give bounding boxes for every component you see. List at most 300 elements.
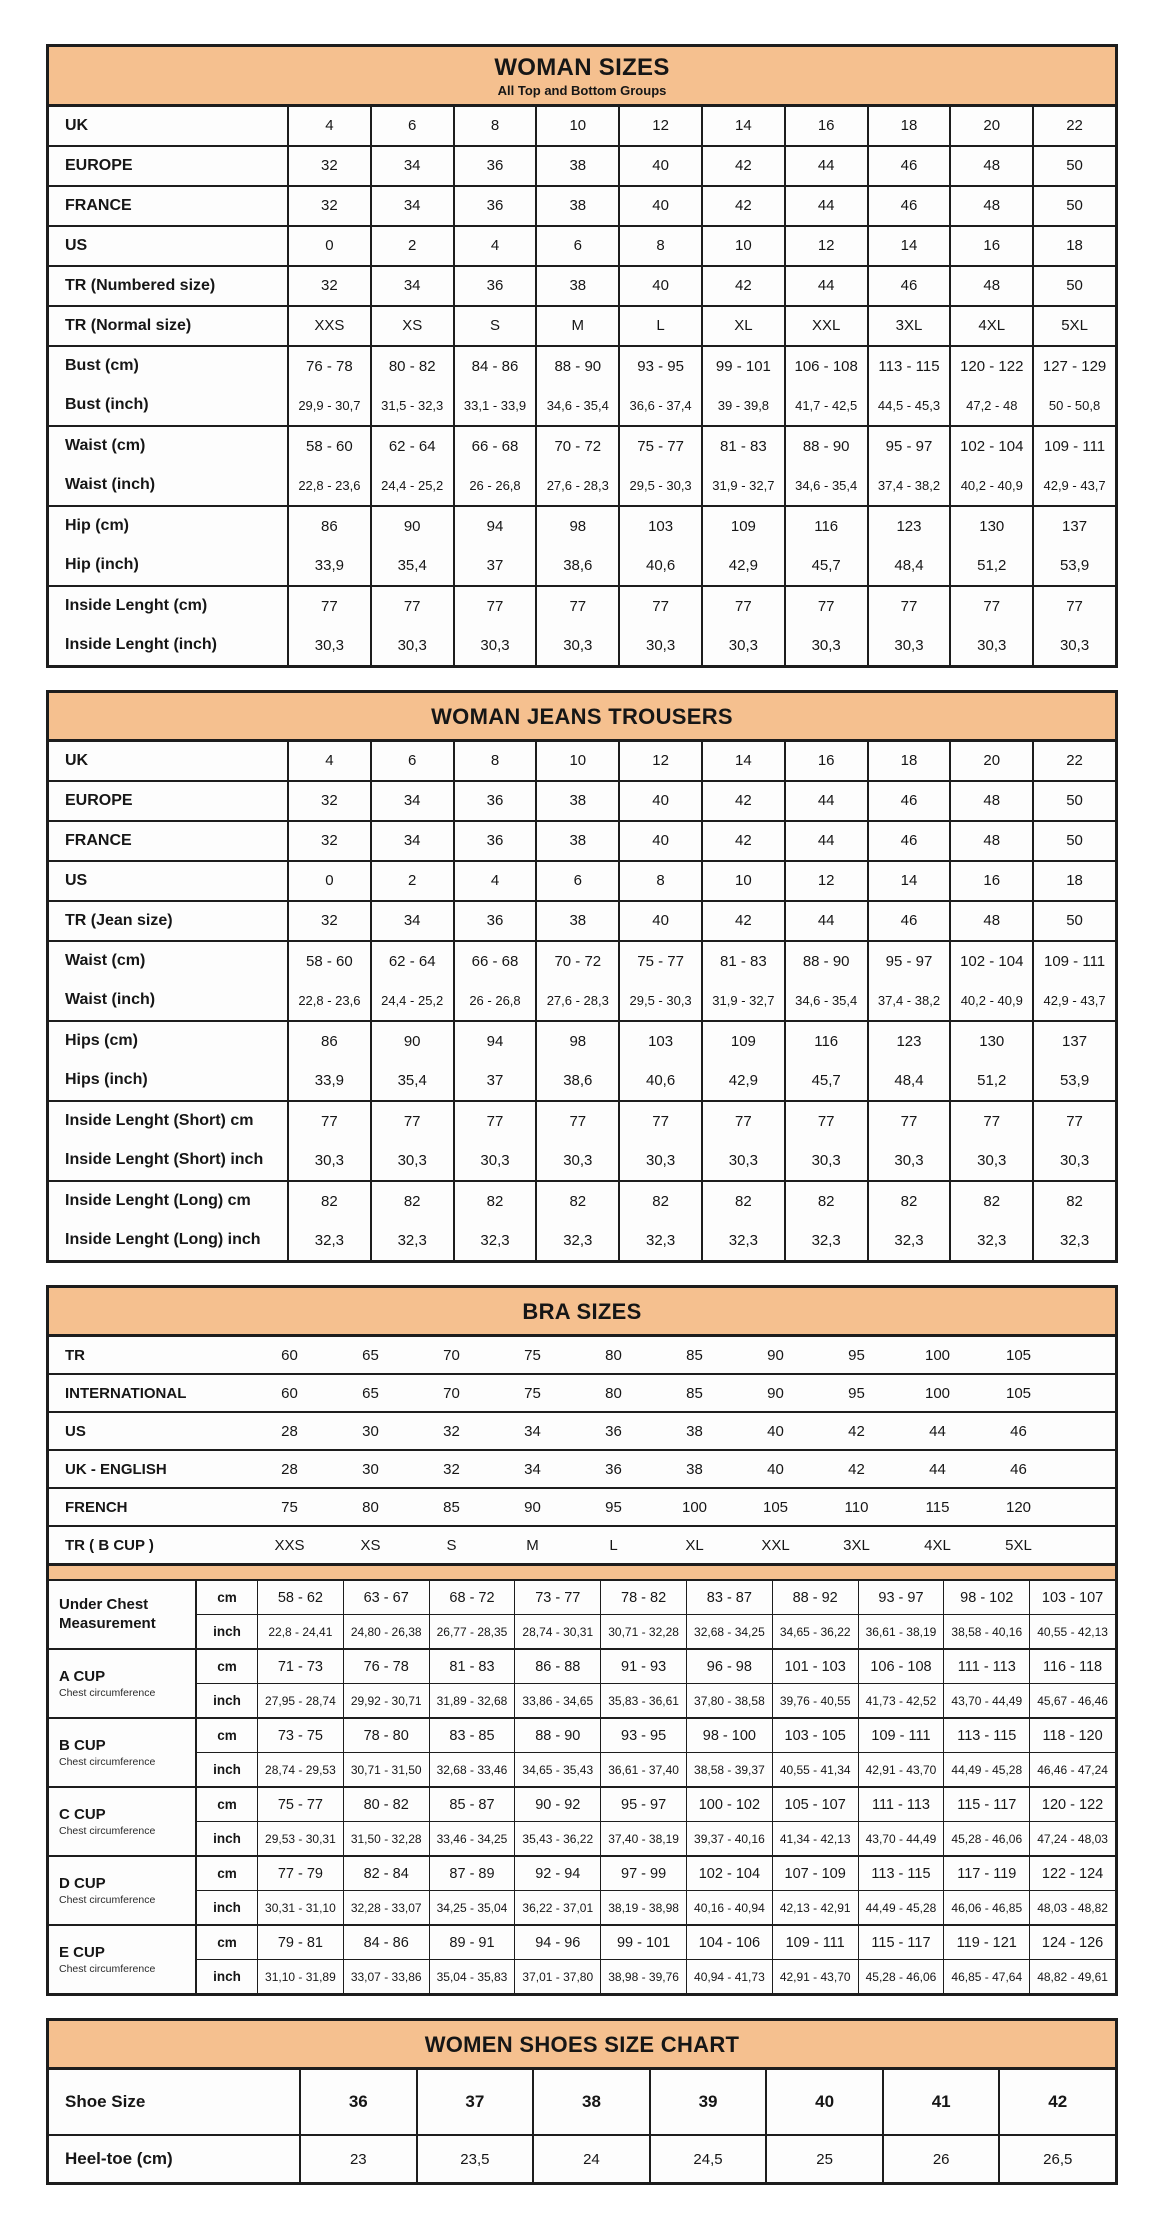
size-cell: 50 - 50,8 — [1032, 386, 1115, 425]
size-cell: 115 - 117 — [943, 1788, 1029, 1821]
size-cell: 31,9 - 32,7 — [701, 466, 784, 505]
size-cell: 18 — [1032, 227, 1115, 265]
size-cell: 95 - 97 — [867, 942, 950, 981]
size-cell: 26,77 - 28,35 — [429, 1615, 515, 1648]
table-row — [197, 1581, 1115, 1614]
size-cell: 4 — [453, 227, 536, 265]
woman-jeans-header — [49, 693, 1115, 742]
table-row — [197, 1752, 1115, 1786]
table-row — [49, 587, 1115, 626]
size-cell: 94 - 96 — [514, 1926, 600, 1959]
size-cell: 31,89 - 32,68 — [429, 1684, 515, 1717]
size-cell: 30,3 — [1032, 1141, 1115, 1180]
size-cell: 93 - 95 — [600, 1719, 686, 1752]
size-cell: 31,10 - 31,89 — [257, 1960, 343, 1993]
size-cell: 30,3 — [949, 1141, 1032, 1180]
size-cell: S — [453, 307, 536, 345]
size-cell: 127 - 129 — [1032, 347, 1115, 386]
size-cell: 88 - 92 — [772, 1581, 858, 1614]
row-group — [49, 425, 1115, 505]
size-cell: 45,7 — [784, 1061, 867, 1100]
size-cell: 40,6 — [618, 1061, 701, 1100]
size-cell: 30,3 — [370, 626, 453, 665]
size-cell: 36 — [605, 1422, 622, 1440]
cup-subname: Chest circumference — [59, 1824, 156, 1837]
size-cell: 77 — [287, 1102, 370, 1141]
size-cell: 5XL — [1032, 307, 1115, 345]
size-cell: 33,46 - 34,25 — [429, 1822, 515, 1855]
size-cell: 42 — [848, 1422, 865, 1440]
size-cell: 30,3 — [949, 626, 1032, 665]
size-cell: 39,37 - 40,16 — [686, 1822, 772, 1855]
size-cell: 44 — [929, 1422, 946, 1440]
row-label: Heel-toe (cm) — [65, 2149, 173, 2169]
size-cell: 53,9 — [1032, 546, 1115, 585]
size-cell: 77 — [535, 1102, 618, 1141]
cup-body — [195, 1581, 1115, 1648]
size-cell: 77 — [1032, 1102, 1115, 1141]
size-cell: 48 — [949, 902, 1032, 940]
size-cell: M — [535, 307, 618, 345]
unit-label: cm — [217, 1797, 237, 1813]
size-cell: 34 — [370, 822, 453, 860]
size-cell: 37,40 - 38,19 — [600, 1822, 686, 1855]
size-cell: 34,65 - 35,43 — [514, 1753, 600, 1786]
size-cell: 14 — [867, 862, 950, 900]
size-cell: 130 — [949, 507, 1032, 546]
size-cell: 102 - 104 — [686, 1857, 772, 1890]
size-cell: 28 — [281, 1422, 298, 1440]
size-cell: 29,92 - 30,71 — [343, 1684, 429, 1717]
size-cell: 35,4 — [370, 1061, 453, 1100]
size-cell: 81 - 83 — [429, 1650, 515, 1683]
size-cell: 30,3 — [1032, 626, 1115, 665]
size-cell: 48,82 - 49,61 — [1029, 1960, 1115, 1993]
size-cell: 8 — [453, 742, 536, 780]
size-cell: 62 - 64 — [370, 942, 453, 981]
table-row — [197, 1719, 1115, 1752]
size-cell: 42 — [848, 1460, 865, 1478]
unit-label: inch — [213, 1900, 241, 1916]
row-label — [49, 1857, 195, 1924]
row-label: FRENCH — [65, 1498, 128, 1516]
table-row — [49, 386, 1115, 425]
row-label — [49, 1581, 195, 1648]
woman-sizes-header — [49, 47, 1115, 107]
cup-body — [195, 1926, 1115, 1993]
size-cell: 95 — [848, 1384, 865, 1402]
size-cell: 70 - 72 — [535, 427, 618, 466]
size-cell: 34,65 - 36,22 — [772, 1615, 858, 1648]
size-cell: 44 — [784, 782, 867, 820]
size-cell: 77 — [1032, 587, 1115, 626]
size-cell: 25 — [765, 2136, 882, 2182]
size-cell: 110 — [844, 1498, 869, 1516]
size-cell: 95 - 97 — [600, 1788, 686, 1821]
size-cell: 30,3 — [535, 626, 618, 665]
size-cell: 36,6 - 37,4 — [618, 386, 701, 425]
table-title: WOMEN SHOES SIZE CHART — [424, 2032, 740, 2058]
row-label: Inside Lenght (Short) cm — [65, 1112, 254, 1130]
cup-group — [49, 1579, 1115, 1648]
size-cell: 95 - 97 — [867, 427, 950, 466]
size-cell: 91 - 93 — [600, 1650, 686, 1683]
size-cell: 32,3 — [453, 1221, 536, 1260]
size-cell: 34 — [370, 187, 453, 225]
size-cell: 99 - 101 — [600, 1926, 686, 1959]
size-cell: 30,3 — [867, 626, 950, 665]
row-group — [49, 265, 1115, 305]
size-cell: 42 — [701, 822, 784, 860]
size-cell: 85 — [686, 1346, 703, 1364]
unit-label: cm — [217, 1659, 237, 1675]
size-cell: 88 - 90 — [535, 347, 618, 386]
table-row — [49, 942, 1115, 981]
size-cell: 30,3 — [287, 1141, 370, 1180]
size-cell: 36 — [453, 267, 536, 305]
size-cell: 32,68 - 33,46 — [429, 1753, 515, 1786]
size-cell: S — [446, 1536, 457, 1554]
size-cell: 47,24 - 48,03 — [1029, 1822, 1115, 1855]
row-label: Hips (inch) — [65, 1071, 148, 1089]
size-cell: 42 — [701, 147, 784, 185]
size-cell: 32 — [443, 1422, 460, 1440]
size-cell: 46 — [867, 267, 950, 305]
table-row — [49, 546, 1115, 585]
size-cell: 26 - 26,8 — [453, 466, 536, 505]
table-row — [49, 347, 1115, 386]
size-cell: 44 — [784, 902, 867, 940]
cup-body — [195, 1788, 1115, 1855]
size-cell: 84 - 86 — [343, 1926, 429, 1959]
size-cell: 46 — [867, 147, 950, 185]
table-row — [197, 1926, 1115, 1959]
table-row — [49, 227, 1115, 265]
size-cell: 36 — [453, 147, 536, 185]
size-cell: 123 — [867, 1022, 950, 1061]
size-cell: 86 — [287, 507, 370, 546]
row-label: TR ( B CUP ) — [65, 1536, 154, 1554]
table-row — [49, 267, 1115, 305]
size-cell: 34,6 - 35,4 — [784, 981, 867, 1020]
size-cell: 130 — [949, 1022, 1032, 1061]
size-cell: 42,9 — [701, 1061, 784, 1100]
size-cell: 4XL — [924, 1536, 951, 1554]
size-cell: 75 — [524, 1346, 541, 1364]
size-cell: 111 - 113 — [858, 1788, 944, 1821]
size-cell: 48 — [949, 822, 1032, 860]
size-cell: 46 — [1010, 1422, 1027, 1440]
size-cell: 8 — [453, 107, 536, 145]
size-cell: 40 — [618, 782, 701, 820]
table-row — [49, 822, 1115, 860]
size-cell: 116 — [784, 1022, 867, 1061]
size-cell: 77 — [784, 1102, 867, 1141]
row-group — [49, 107, 1115, 145]
size-cell: 75 — [281, 1498, 298, 1516]
row-group — [49, 345, 1115, 425]
size-cell: 65 — [362, 1384, 379, 1402]
size-cell: 97 - 99 — [600, 1857, 686, 1890]
size-cell: 75 — [524, 1384, 541, 1402]
size-cell: 31,9 - 32,7 — [701, 981, 784, 1020]
size-cell: 34 — [370, 267, 453, 305]
size-cell: 104 - 106 — [686, 1926, 772, 1959]
size-cell: 12 — [618, 107, 701, 145]
size-cell: 41,7 - 42,5 — [784, 386, 867, 425]
size-cell: 29,5 - 30,3 — [618, 981, 701, 1020]
size-cell: 38 — [535, 187, 618, 225]
size-cell: 77 — [370, 1102, 453, 1141]
size-cell: 120 - 122 — [949, 347, 1032, 386]
size-cell: 16 — [784, 107, 867, 145]
size-cell: 103 - 107 — [1029, 1581, 1115, 1614]
size-cell: 83 - 85 — [429, 1719, 515, 1752]
row-label: TR (Numbered size) — [65, 276, 216, 294]
size-cell: 39,76 - 40,55 — [772, 1684, 858, 1717]
size-cell: 30,3 — [453, 1141, 536, 1180]
size-cell: L — [618, 307, 701, 345]
size-cell: 40 — [767, 1460, 784, 1478]
size-cell: 6 — [370, 742, 453, 780]
row-group — [49, 900, 1115, 940]
size-cell: 86 — [287, 1022, 370, 1061]
size-cell: 41 — [882, 2070, 999, 2134]
row-group — [49, 225, 1115, 265]
size-cell: 82 — [701, 1182, 784, 1221]
size-cell: 81 - 83 — [701, 942, 784, 981]
row-label: INTERNATIONAL — [65, 1384, 187, 1402]
shoes-header — [49, 2021, 1115, 2070]
size-cell: 32,3 — [701, 1221, 784, 1260]
table-row — [49, 742, 1115, 780]
size-cell: 6 — [370, 107, 453, 145]
size-cell: 30,3 — [535, 1141, 618, 1180]
size-cell: 33,9 — [287, 1061, 370, 1100]
size-cell: 38,58 - 39,37 — [686, 1753, 772, 1786]
size-cell: 93 - 95 — [618, 347, 701, 386]
size-cell: 4 — [287, 742, 370, 780]
size-cell: 73 - 77 — [514, 1581, 600, 1614]
size-cell: 103 - 105 — [772, 1719, 858, 1752]
size-cell: 118 - 120 — [1029, 1719, 1115, 1752]
size-cell: 102 - 104 — [949, 427, 1032, 466]
row-label: Inside Lenght (Long) cm — [65, 1192, 251, 1210]
size-cell: 98 — [535, 507, 618, 546]
size-cell: 137 — [1032, 1022, 1115, 1061]
size-cell: 32,3 — [867, 1221, 950, 1260]
size-cell: 38,19 - 38,98 — [600, 1891, 686, 1924]
size-cell: 40,2 - 40,9 — [949, 466, 1032, 505]
size-cell: 48 — [949, 147, 1032, 185]
size-cell: 16 — [949, 227, 1032, 265]
size-cell: 86 - 88 — [514, 1650, 600, 1683]
size-cell: 81 - 83 — [701, 427, 784, 466]
cup-group — [49, 1924, 1115, 1993]
size-cell: 10 — [535, 742, 618, 780]
size-cell: 36 — [605, 1460, 622, 1478]
row-group — [49, 1180, 1115, 1260]
table-row — [197, 1614, 1115, 1648]
row-label: EUROPE — [65, 791, 133, 809]
table-row — [197, 1959, 1115, 1993]
size-cell: 50 — [1032, 147, 1115, 185]
size-cell: 62 - 64 — [370, 427, 453, 466]
size-cell: 77 — [618, 587, 701, 626]
size-cell: 38 — [535, 782, 618, 820]
size-cell: 40 — [618, 187, 701, 225]
table-row — [49, 307, 1115, 345]
cup-body — [195, 1650, 1115, 1717]
unit-label: cm — [217, 1728, 237, 1744]
size-cell: 38 — [532, 2070, 649, 2134]
size-cell: 45,67 - 46,46 — [1029, 1684, 1115, 1717]
size-cell: 82 — [287, 1182, 370, 1221]
size-cell: 75 - 77 — [257, 1788, 343, 1821]
size-cell: 42 — [998, 2070, 1115, 2134]
unit-label: inch — [213, 1831, 241, 1847]
table-row — [197, 1650, 1115, 1683]
size-cell: 50 — [1032, 267, 1115, 305]
size-cell: 88 - 90 — [514, 1719, 600, 1752]
row-label: TR (Normal size) — [65, 316, 192, 334]
size-cell: 24,4 - 25,2 — [370, 981, 453, 1020]
size-cell: 34,25 - 35,04 — [429, 1891, 515, 1924]
size-cell: 34 — [370, 147, 453, 185]
cup-subname: Chest circumference — [59, 1755, 156, 1768]
size-cell: 28,74 - 29,53 — [257, 1753, 343, 1786]
row-label: Waist (cm) — [65, 952, 146, 970]
size-cell: 34 — [524, 1422, 541, 1440]
size-cell: 42,9 - 43,7 — [1032, 466, 1115, 505]
bra-sizes-header — [49, 1288, 1115, 1337]
size-cell: 85 - 87 — [429, 1788, 515, 1821]
size-cell: 40,55 - 42,13 — [1029, 1615, 1115, 1648]
size-cell: 37 — [453, 546, 536, 585]
size-cell: 36 — [453, 822, 536, 860]
size-cell: 88 - 90 — [784, 427, 867, 466]
row-label: UK — [65, 116, 89, 134]
size-cell: 36,61 - 37,40 — [600, 1753, 686, 1786]
size-cell: 77 — [287, 587, 370, 626]
woman-sizes-table — [46, 44, 1118, 668]
table-row — [49, 427, 1115, 466]
size-cell: 36 — [453, 902, 536, 940]
size-cell: 27,6 - 28,3 — [535, 981, 618, 1020]
size-cell: 33,86 - 34,65 — [514, 1684, 600, 1717]
size-cell: 68 - 72 — [429, 1581, 515, 1614]
cup-name: A CUP — [59, 1668, 106, 1686]
table-row — [49, 1102, 1115, 1141]
size-cell: 32 — [287, 782, 370, 820]
size-cell: 30,71 - 32,28 — [600, 1615, 686, 1648]
size-cell: 115 - 117 — [858, 1926, 944, 1959]
row-group — [49, 185, 1115, 225]
size-cell: 98 — [535, 1022, 618, 1061]
row-group — [49, 1020, 1115, 1100]
size-cell: 100 — [924, 1384, 951, 1402]
size-cell: 43,70 - 44,49 — [858, 1822, 944, 1855]
size-cell: 85 — [686, 1384, 703, 1402]
size-cell: XXL — [761, 1536, 790, 1554]
size-cell: 71 - 73 — [257, 1650, 343, 1683]
row-label — [49, 1719, 195, 1786]
table-row — [49, 902, 1115, 940]
size-cell: 122 - 124 — [1029, 1857, 1115, 1890]
size-cell: 105 — [1005, 1346, 1032, 1364]
row-label — [49, 1650, 195, 1717]
size-cell: 40 — [618, 147, 701, 185]
size-cell: 14 — [867, 227, 950, 265]
size-cell: 35,04 - 35,83 — [429, 1960, 515, 1993]
size-cell: 95 — [605, 1498, 622, 1516]
size-cell: 94 — [453, 507, 536, 546]
size-cell: 30,3 — [784, 1141, 867, 1180]
table-row — [49, 1182, 1115, 1221]
size-cell: 38 — [535, 822, 618, 860]
size-cell: 109 — [701, 1022, 784, 1061]
size-cell: 34,6 - 35,4 — [535, 386, 618, 425]
row-label: TR (Jean size) — [65, 911, 173, 929]
table-row — [197, 1821, 1115, 1855]
size-cell: 50 — [1032, 902, 1115, 940]
size-cell: 123 — [867, 507, 950, 546]
size-cell: 50 — [1032, 822, 1115, 860]
cup-name: Under Chest Measurement — [59, 1595, 156, 1632]
size-cell: 33,9 — [287, 546, 370, 585]
size-cell: 105 — [1005, 1384, 1032, 1402]
size-cell: 36 — [299, 2070, 416, 2134]
size-cell: 80 — [605, 1384, 622, 1402]
cup-name: D CUP — [59, 1875, 106, 1893]
size-cell: 3XL — [843, 1536, 870, 1554]
row-label: FRANCE — [65, 196, 132, 214]
size-cell: 93 - 97 — [858, 1581, 944, 1614]
table-row — [49, 507, 1115, 546]
size-cell: 116 - 118 — [1029, 1650, 1115, 1683]
size-cell: 34 — [524, 1460, 541, 1478]
size-cell: 78 - 80 — [343, 1719, 429, 1752]
size-cell: 45,28 - 46,06 — [943, 1822, 1029, 1855]
table-row — [49, 1411, 1115, 1449]
size-cell: M — [526, 1536, 539, 1554]
size-cell: 82 — [867, 1182, 950, 1221]
size-cell: 100 — [681, 1498, 708, 1516]
size-cell: 116 — [784, 507, 867, 546]
size-cell: XXL — [784, 307, 867, 345]
table-row — [49, 147, 1115, 185]
table-row — [197, 1788, 1115, 1821]
size-cell: 20 — [949, 107, 1032, 145]
size-cell: 32,3 — [1032, 1221, 1115, 1260]
size-cell: 77 — [453, 587, 536, 626]
size-cell: 35,83 - 36,61 — [600, 1684, 686, 1717]
size-cell: 46 — [867, 902, 950, 940]
size-cell: 117 - 119 — [943, 1857, 1029, 1890]
unit-label: inch — [213, 1624, 241, 1640]
size-cell: 14 — [701, 107, 784, 145]
size-cell: 82 — [370, 1182, 453, 1221]
row-label: UK — [65, 751, 89, 769]
size-cell: 32,3 — [287, 1221, 370, 1260]
size-cell: 46,85 - 47,64 — [943, 1960, 1029, 1993]
table-title: WOMAN SIZES — [494, 54, 670, 81]
size-cell: 38 — [535, 147, 618, 185]
size-cell: 80 — [362, 1498, 379, 1516]
woman-jeans-body — [49, 742, 1115, 1260]
size-cell: 40,94 - 41,73 — [686, 1960, 772, 1993]
size-cell: 30,3 — [867, 1141, 950, 1180]
